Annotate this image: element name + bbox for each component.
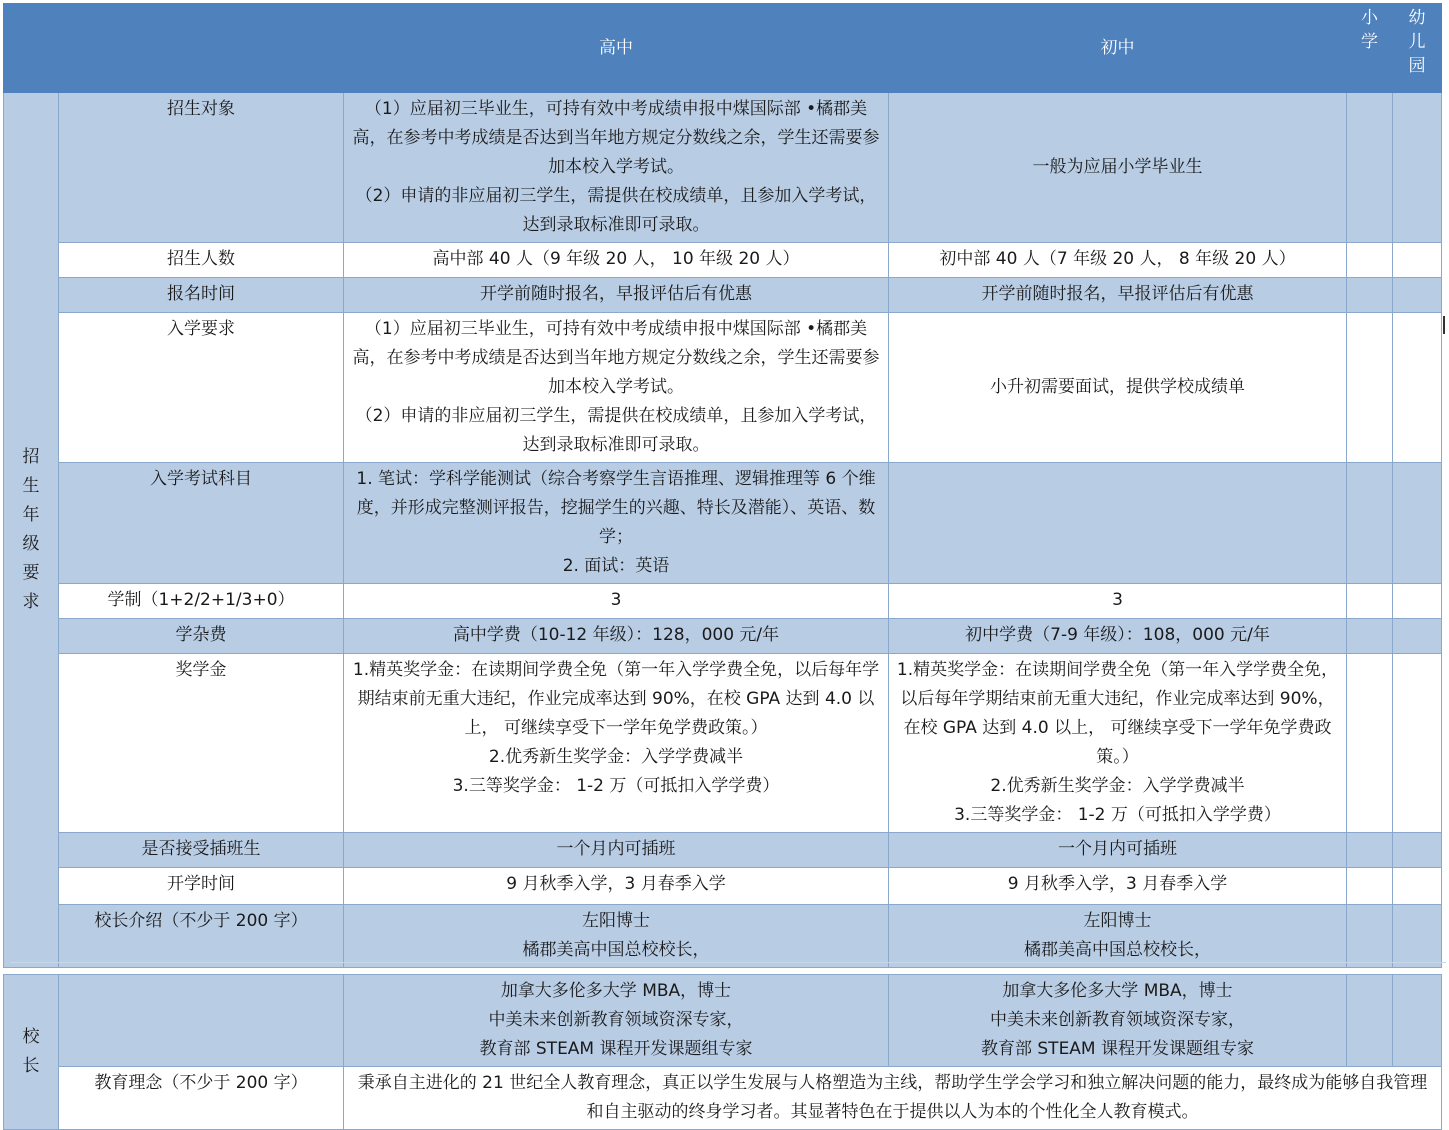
- row-label: 教育理念（不少于 200 字）: [59, 1067, 344, 1130]
- row-label: 报名时间: [59, 278, 344, 313]
- row-label-empty: [59, 975, 344, 1067]
- scholar-high: 1.精英奖学金：在读期间学费全免（第一年入学学费全免，以后每年学期结束前无重大违纪，作业完成率达到 90%，在校 GPA 达到 4.0 以上， 可继续享受下一学年免学费政策。） 2.优秀新生奖学金：入学学费减半 3.三等奖学金： 1-2 万（可抵扣入学学费）: [344, 654, 889, 833]
- row-principal-more: [4, 975, 1442, 1067]
- header-row: [4, 4, 1442, 93]
- fee-middle: 初中学费（7-9 年级）：108，000 元/年: [889, 619, 1347, 654]
- require-middle: 小升初需要面试，提供学校成绩单: [889, 313, 1347, 463]
- row-label: 入学考试科目: [59, 463, 344, 584]
- admission-table: [3, 3, 1442, 968]
- section-enroll-label: 招生年级要求: [4, 93, 59, 968]
- count-middle: 初中部 40 人（7 年级 20 人， 8 年级 20 人）: [889, 243, 1347, 278]
- row-signup: [4, 278, 1442, 313]
- row-label: 开学时间: [59, 868, 344, 905]
- row-label: 校长介绍（不少于 200 字）: [59, 905, 344, 968]
- row-count: [4, 243, 1442, 278]
- principal-intro-middle: 左阳博士 橘郡美高中国总校校长，: [889, 905, 1347, 968]
- row-fee: [4, 619, 1442, 654]
- page-break-line: [10, 962, 1446, 963]
- principal-more-high: 加拿大多伦多大学 MBA，博士 中美未来创新教育领域资深专家， 教育部 STEAM 课程开发课题组专家: [344, 975, 889, 1067]
- require-high: （1）应届初三毕业生，可持有效中考成绩申报中煤国际部 •橘郡美高，在参考中考成绩是否达到当年地方规定分数线之余，学生还需要参加本校入学考试。 （2）申请的非应届初三学生，需提供在校成绩单，且参加入学考试，达到录取标准即可录取。: [344, 313, 889, 463]
- principal-intro-high: 左阳博士 橘郡美高中国总校校长，: [344, 905, 889, 968]
- exam-middle: [889, 463, 1347, 584]
- row-label: 学制（1+2/2+1/3+0）: [59, 584, 344, 619]
- row-principal-intro: [4, 905, 1442, 968]
- row-system: [4, 584, 1442, 619]
- row-require: [4, 313, 1442, 463]
- exam-high: 1. 笔试：学科学能测试（综合考察学生言语推理、逻辑推理等 6 个维度，并形成完整测评报告，挖掘学生的兴趣、特长及潜能）、英语、数学； 2. 面试：英语: [344, 463, 889, 584]
- row-label: 入学要求: [59, 313, 344, 463]
- signup-high: 开学前随时报名，早报评估后有优惠: [344, 278, 889, 313]
- section-principal-label: 校长: [4, 975, 59, 1130]
- fee-high: 高中学费（10-12 年级）：128，000 元/年: [344, 619, 889, 654]
- row-start: [4, 868, 1442, 905]
- principal-more-middle: 加拿大多伦多大学 MBA，博士 中美未来创新教育领域资深专家， 教育部 STEAM 课程开发课题组专家: [889, 975, 1347, 1067]
- header-blank: [4, 4, 59, 93]
- start-high: 9 月秋季入学，3 月春季入学: [344, 868, 889, 905]
- header-high: 高中: [344, 4, 889, 93]
- row-transfer: [4, 833, 1442, 868]
- system-high: 3: [344, 584, 889, 619]
- count-high: 高中部 40 人（9 年级 20 人， 10 年级 20 人）: [344, 243, 889, 278]
- header-blank-2: [59, 4, 344, 93]
- header-kinder: 幼儿园: [1393, 4, 1442, 93]
- signup-middle: 开学前随时报名，早报评估后有优惠: [889, 278, 1347, 313]
- principal-table: [3, 974, 1442, 1130]
- philosophy-text: 秉承自主进化的 21 世纪全人教育理念，真正以学生发展与人格塑造为主线，帮助学生学会学习和独立解决问题的能力，最终成为能够自我管理和自主驱动的终身学习者。其显著特色在于提供以人为本的个性化全人教育模式。: [344, 1067, 1442, 1130]
- header-primary: 小学: [1347, 4, 1393, 93]
- target-middle: 一般为应届小学毕业生: [889, 93, 1347, 243]
- system-middle: 3: [889, 584, 1347, 619]
- header-middle: 初中: [889, 4, 1347, 93]
- row-scholar: [4, 654, 1442, 833]
- row-target: [4, 93, 1442, 243]
- start-middle: 9 月秋季入学，3 月春季入学: [889, 868, 1347, 905]
- row-label: 学杂费: [59, 619, 344, 654]
- row-label: 是否接受插班生: [59, 833, 344, 868]
- row-exam: [4, 463, 1442, 584]
- transfer-high: 一个月内可插班: [344, 833, 889, 868]
- transfer-middle: 一个月内可插班: [889, 833, 1347, 868]
- row-philosophy: [4, 1067, 1442, 1130]
- target-high: （1）应届初三毕业生，可持有效中考成绩申报中煤国际部 •橘郡美高，在参考中考成绩是否达到当年地方规定分数线之余，学生还需要参加本校入学考试。 （2）申请的非应届初三学生，需提供在校成绩单，且参加入学考试，达到录取标准即可录取。: [344, 93, 889, 243]
- scholar-middle: 1.精英奖学金：在读期间学费全免（第一年入学学费全免，以后每年学期结束前无重大违纪，作业完成率达到 90%，在校 GPA 达到 4.0 以上， 可继续享受下一学年免学费政策。） 2.优秀新生奖学金：入学学费减半 3.三等奖学金： 1-2 万（可抵扣入学学费）: [889, 654, 1347, 833]
- row-label: 奖学金: [59, 654, 344, 833]
- row-label: 招生对象: [59, 93, 344, 243]
- text-cursor: [1443, 316, 1445, 334]
- row-label: 招生人数: [59, 243, 344, 278]
